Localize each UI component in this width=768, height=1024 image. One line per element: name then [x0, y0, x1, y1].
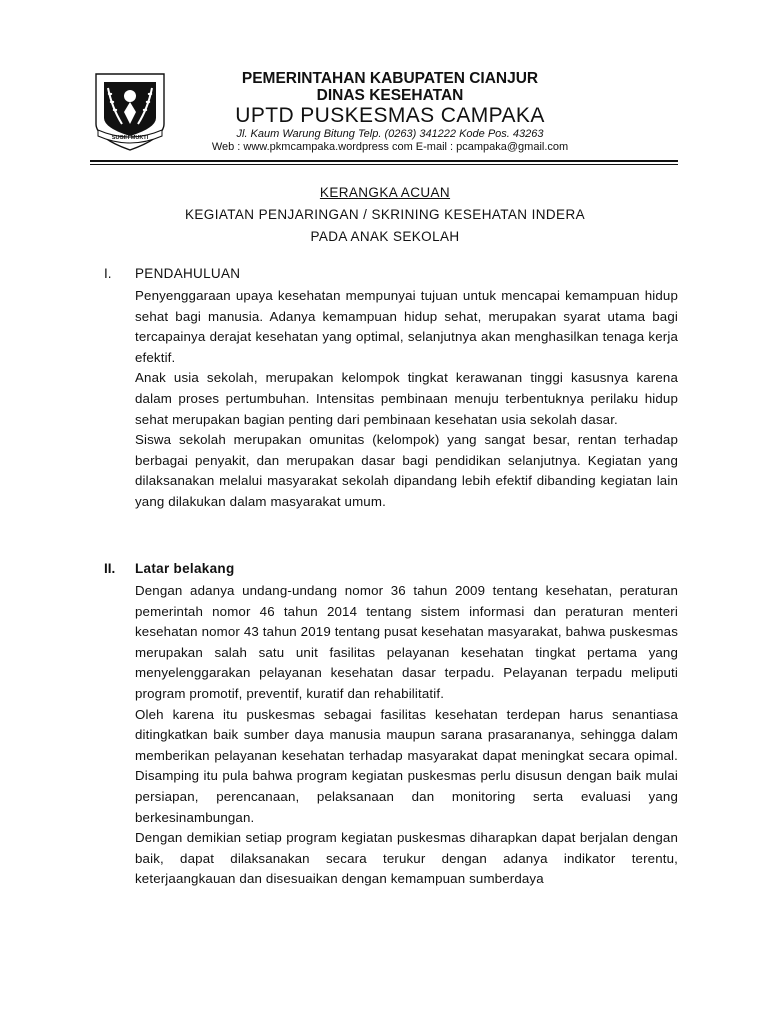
institution-name: UPTD PUSKESMAS CAMPAKA [235, 104, 545, 127]
web-email-line: Web : www.pkmcampaka.wordpress com E-mail : pcampaka@gmail.com [211, 141, 569, 153]
paragraph: Oleh karena itu puskesmas sebagai fasilitas kesehatan terdepan harus senantiasa ditingkatkan baik sumber daya manusia maupun sarana prasarananya, sehingga dalam memberikan pelayanan kesehatan terhadap masyarakat dapat meningkat secara opimal. Disamping itu pula bahwa program kegiatan puskesmas perlu disusun dengan baik mulai persiapan, perencanaan, pelaksanaan dan monitoring serta evaluasi yang berkesinambungan. [135, 706, 678, 825]
section-number: I. [104, 266, 112, 281]
letterhead-divider-thick [90, 160, 678, 162]
letterhead-text [180, 70, 600, 154]
paragraph: Siswa sekolah merupakan omunitas (kelompok) yang sangat besar, rentan terhadap berbagai penyakit, dan merupakan dasar bagi pendidikan selanjutnya. Kegiatan yang dilaksanakan melalui masyarakat sekolah dipandang lebih efektif dibanding kegiatan lain yang dilakukan dalam masyarakat umum. [135, 432, 678, 509]
logo-emblem-icon [90, 72, 170, 152]
section-pendahuluan [104, 266, 678, 546]
paragraph: Penyenggaraan upaya kesehatan mempunyai tujuan untuk mencapai kemampuan hidup sehat bagi manusia. Adanya kemampuan hidup sehat, merupakan syarat utama bagi tercapainya derajat kesehatan yang optimal, selanjutnya akan menghasilkan tenaga kerja efektif. [135, 288, 678, 365]
paragraph: Dengan adanya undang-undang nomor 36 tahun 2009 tentang kesehatan, peraturan pemerintah nomor 46 tahun 2014 tentang sistem informasi dan peraturan menteri kesehatan nomor 43 tahun 2019 tentang pusat kesehatan masyarakat, bahwa puskesmas merupakan salah satu unit fasilitas pelayanan kesehatan tingkat pertama yang menyelenggarakan pelayanan kesehatan dasar terpadu. Pelayanan terpadu meliputi program promotif, preventif, kuratif dan rehabilitatif. [135, 583, 678, 701]
letterhead-divider-thin [90, 164, 678, 165]
paragraph: Dengan demikian setiap program kegiatan puskesmas diharapkan dapat berjalan dengan baik, dapat dilaksanakan secara terukur dengan adanya indikator terentu, keterjaangkauan dan disesuaikan dengan kemampuan sumberdaya [135, 830, 678, 887]
address-line: Jl. Kaum Warung Bitung Telp. (0263) 341222 Kode Pos. 43263 [236, 128, 544, 140]
letterhead [90, 70, 680, 158]
section-body [135, 286, 678, 513]
svg-text:SUGIH MUKTI: SUGIH MUKTI [111, 135, 149, 141]
document-subtitle-2: PADA ANAK SEKOLAH [310, 229, 460, 244]
section-body [135, 581, 678, 890]
section-heading: Latar belakang [135, 561, 235, 576]
section-heading: PENDAHULUAN [135, 266, 241, 281]
document-subtitle: KEGIATAN PENJARINGAN / SKRINING KESEHATAN INDERA [184, 207, 585, 222]
section-latar-belakang [104, 561, 678, 921]
department-name: DINAS KESEHATAN [316, 87, 464, 104]
document-title: KERANGKA ACUAN [319, 185, 451, 200]
paragraph: Anak usia sekolah, merupakan kelompok tingkat kerawanan tinggi kasusnya karena dalam proses pertumbuhan. Intensitas pembinaan menuju terbentuknya perilaku hidup sehat merupakan bagian penting dari pembinaan kesehatan usia sekolah dasar. [135, 370, 678, 427]
puskesmas-logo-icon [90, 72, 170, 152]
government-name: PEMERINTAHAN KABUPATEN CIANJUR [241, 70, 539, 87]
section-number: II. [104, 561, 116, 576]
